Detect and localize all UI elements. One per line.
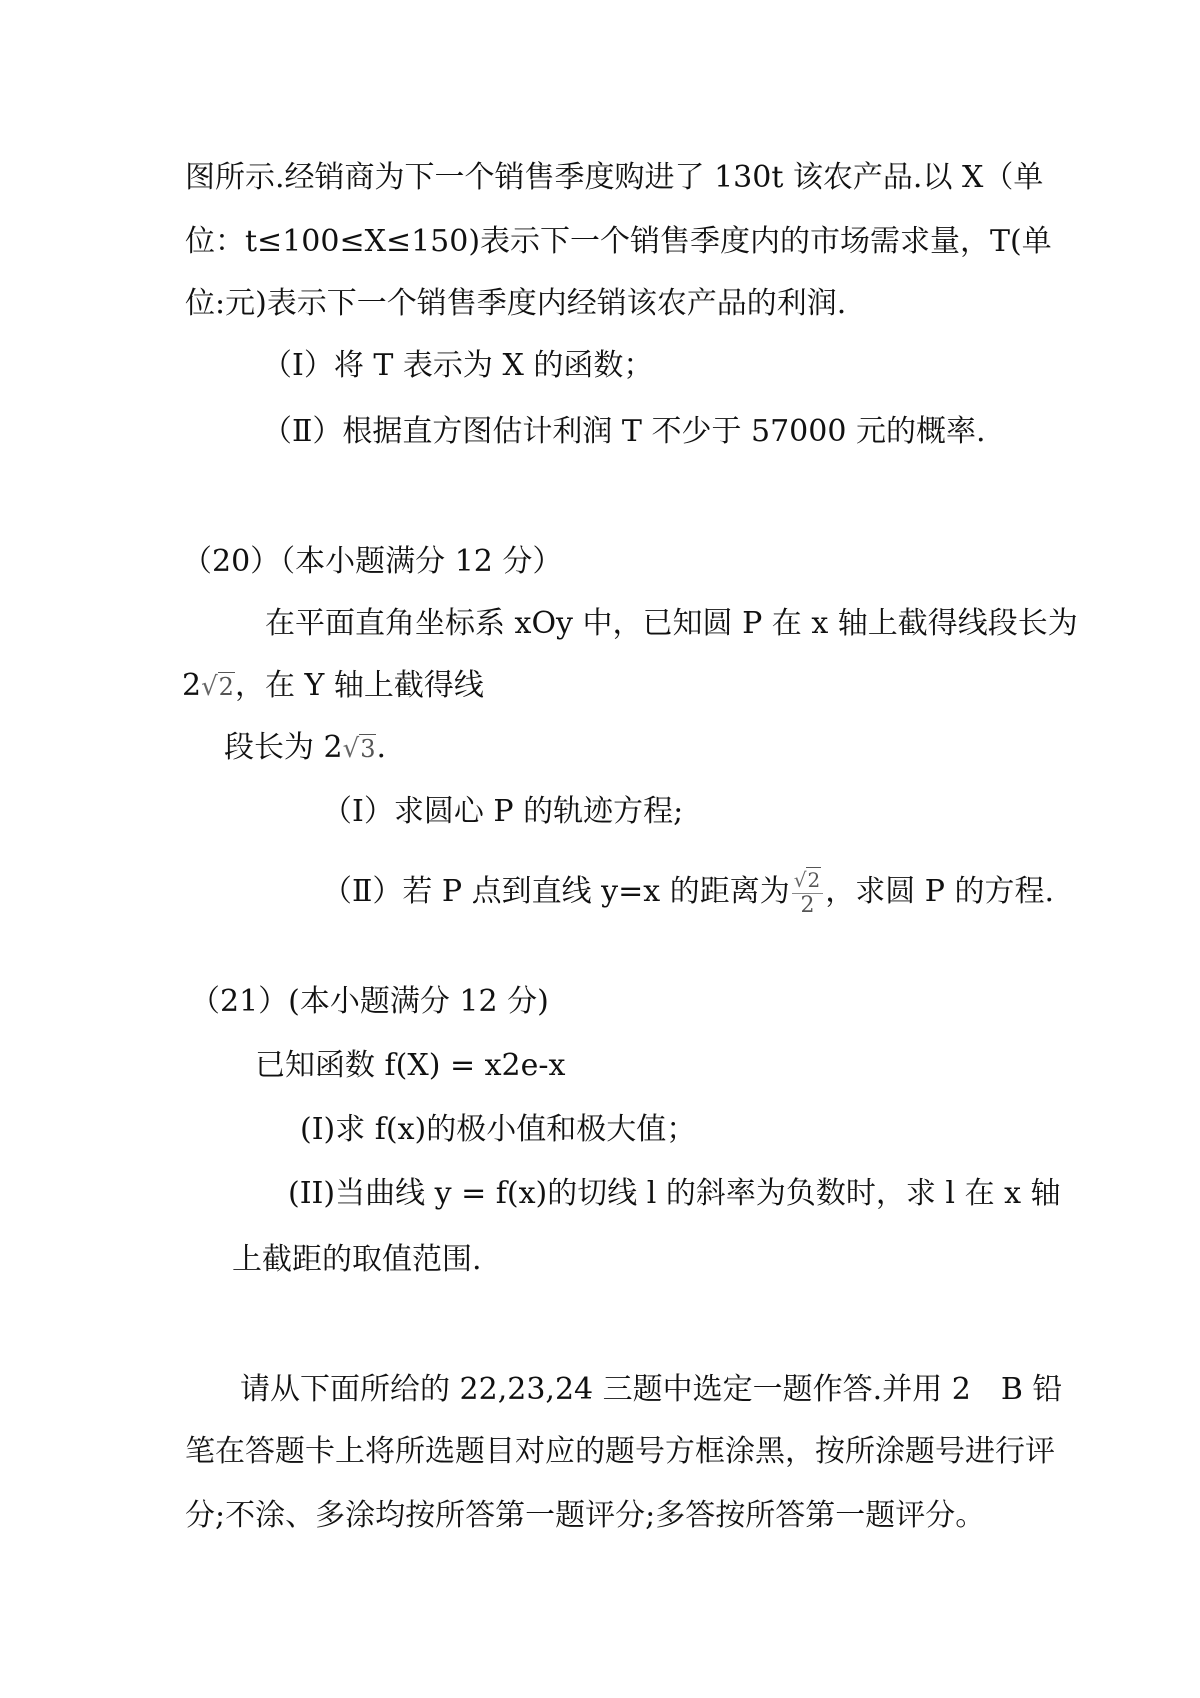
intro-part-1: （Ⅰ）将 T 表示为 X 的函数；	[262, 348, 654, 383]
q21-header: （21）(本小题满分 12 分)	[190, 984, 549, 1019]
q20-line3-post: .	[376, 730, 387, 765]
q21-part-2-line-2: 上截距的取值范围.	[232, 1242, 482, 1277]
q20-line2-coef: 2	[182, 668, 202, 703]
q20-line-3	[224, 728, 386, 769]
q20-line3-pre: 段长为 2	[224, 730, 343, 765]
q20-line-1: 在平面直角坐标系 xOy 中，已知圆 P 在 x 轴上截得线段长为	[265, 606, 1078, 641]
q21-part-1: (I)求 f(x)的极小值和极大值；	[300, 1112, 697, 1147]
q20-line2-rest: ，在 Y 轴上截得线	[234, 668, 484, 703]
q21-part-2-line-1: (II)当曲线 y = f(x)的切线 l 的斜率为负数时，求 l 在 x 轴	[288, 1176, 1061, 1211]
instructions-line-1: 请从下面所给的 22,23,24 三题中选定一题作答.并用 2 B 铅	[240, 1372, 1063, 1407]
intro-part-2: （Ⅱ）根据直方图估计利润 T 不少于 57000 元的概率.	[262, 414, 986, 449]
sqrt2-over-2-fraction: $\frac{√2}{2}$	[792, 868, 823, 918]
q20-line-2	[182, 666, 484, 707]
q20-part-1: （Ⅰ）求圆心 P 的轨迹方程;	[322, 794, 684, 829]
sqrt-2-radical: √2	[201, 672, 234, 702]
intro-line-1: 图所示.经销商为下一个销售季度购进了 130t 该农产品.以 X（单	[185, 160, 1044, 195]
q20-part2-post: ，求圆 P 的方程.	[825, 874, 1055, 909]
q21-given: 已知函数 f(X) = x2e-x	[255, 1048, 566, 1083]
q20-header: （20）（本小题满分 12 分）	[182, 544, 563, 579]
intro-line-2: 位：t≤100≤X≤150)表示下一个销售季度内的市场需求量，T(单	[185, 224, 1052, 259]
sqrt-3-radical: √3	[342, 734, 376, 764]
q20-part-2	[322, 868, 1054, 918]
instructions-line-2: 笔在答题卡上将所选题目对应的题号方框涂黑，按所涂题号进行评	[185, 1434, 1055, 1469]
instructions-line-3: 分;不涂、多涂均按所答第一题评分;多答按所答第一题评分。	[185, 1498, 986, 1533]
intro-line-3: 位:元)表示下一个销售季度内经销该农产品的利润.	[185, 286, 847, 321]
q20-part2-pre: （Ⅱ）若 P 点到直线 y=x 的距离为	[322, 874, 790, 909]
